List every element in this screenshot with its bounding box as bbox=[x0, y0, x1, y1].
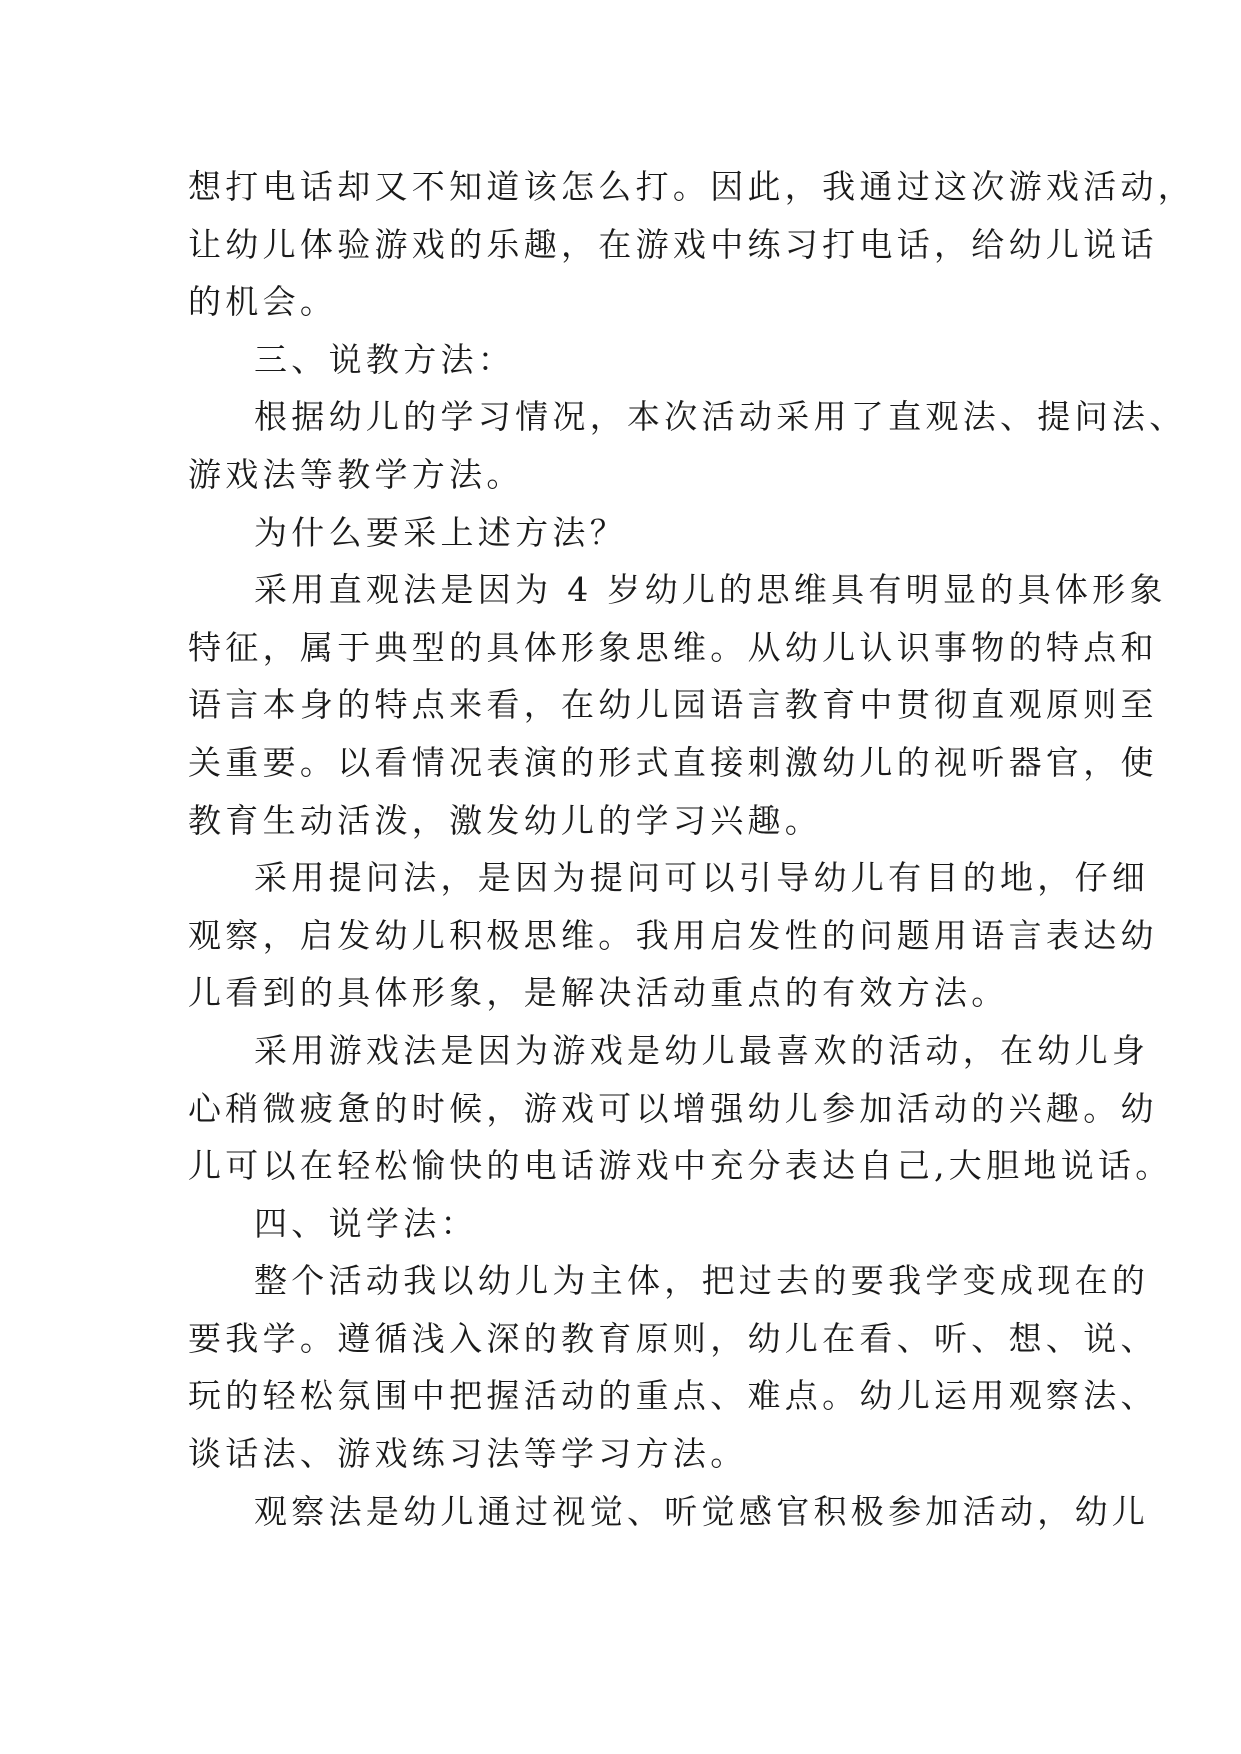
text-line: 采用提问法，是因为提问可以引导幼儿有目的地，仔细 bbox=[254, 858, 1150, 898]
text-line: 语言本身的特点来看，在幼儿园语言教育中贯彻直观原则至 bbox=[188, 685, 1158, 725]
text-line: 为什么要采上述方法？ bbox=[254, 512, 627, 552]
text-line: 特征，属于典型的具体形象思维。从幼儿认识事物的特点和 bbox=[188, 627, 1158, 667]
text-line: 儿看到的具体形象，是解决活动重点的有效方法。 bbox=[188, 973, 1009, 1013]
text-line: 采用游戏法是因为游戏是幼儿最喜欢的活动，在幼儿身 bbox=[254, 1030, 1150, 1070]
text-line: 教育生动活泼，激发幼儿的学习兴趣。 bbox=[188, 800, 823, 840]
text-line: 让幼儿体验游戏的乐趣，在游戏中练习打电话，给幼儿说话 bbox=[188, 224, 1158, 264]
text-line: 观察法是幼儿通过视觉、听觉感官积极参加活动，幼儿 bbox=[254, 1491, 1150, 1531]
document-body bbox=[188, 158, 1196, 1540]
text-line: 的机会。 bbox=[188, 282, 338, 322]
section-heading-learning-methods: 四、说学法： bbox=[254, 1203, 478, 1243]
text-line: 采用直观法是因为 4 岁幼儿的思维具有明显的具体形象 bbox=[254, 570, 1167, 610]
text-line: 谈话法、游戏练习法等学习方法。 bbox=[188, 1434, 748, 1474]
text-line: 儿可以在轻松愉快的电话游戏中充分表达自己,大胆地说话。 bbox=[188, 1146, 1173, 1186]
text-line: 要我学。遵循浅入深的教育原则，幼儿在看、听、想、说、 bbox=[188, 1318, 1158, 1358]
text-line: 想打电话却又不知道该怎么打。因此，我通过这次游戏活动， bbox=[188, 167, 1196, 206]
text-line: 根据幼儿的学习情况，本次活动采用了直观法、提问法、 bbox=[254, 397, 1187, 437]
text-line: 玩的轻松氛围中把握活动的重点、难点。幼儿运用观察法、 bbox=[188, 1376, 1158, 1416]
text-line: 心稍微疲惫的时候，游戏可以增强幼儿参加活动的兴趣。幼 bbox=[188, 1088, 1158, 1128]
text-line: 关重要。以看情况表演的形式直接刺激幼儿的视听器官，使 bbox=[188, 742, 1158, 782]
section-heading-teaching-methods: 三、说教方法： bbox=[254, 339, 516, 379]
text-line: 观察，启发幼儿积极思维。我用启发性的问题用语言表达幼 bbox=[188, 915, 1158, 955]
text-line: 整个活动我以幼儿为主体，把过去的要我学变成现在的 bbox=[254, 1261, 1150, 1301]
text-line: 游戏法等教学方法。 bbox=[188, 454, 524, 494]
